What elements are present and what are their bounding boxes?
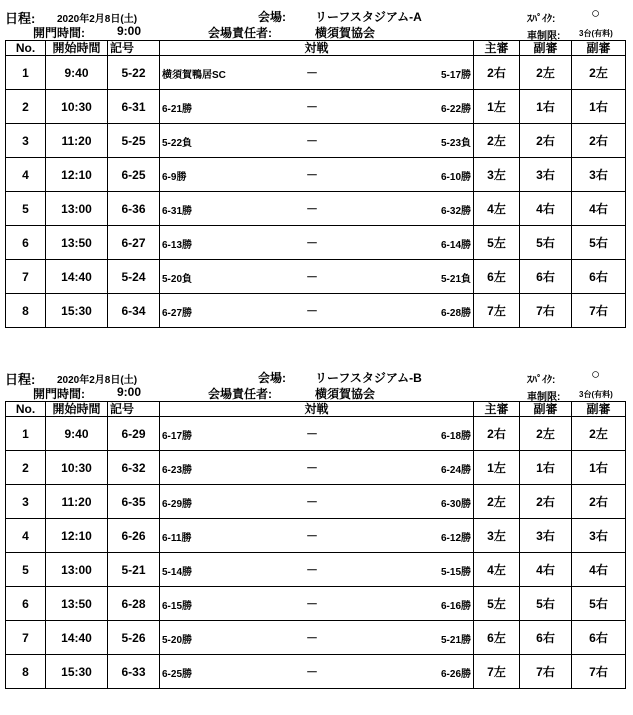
home-team: 5-22負 — [162, 138, 193, 149]
start-time: 11:20 — [46, 485, 108, 519]
table-row — [6, 621, 626, 655]
schedule-table — [5, 401, 626, 689]
main-referee: 1左 — [474, 451, 520, 485]
main-referee: 5左 — [474, 226, 520, 260]
column-header-asst-ref-2: 副審 — [572, 41, 626, 56]
table-row — [6, 90, 626, 124]
assistant-referee-2: 5右 — [572, 226, 626, 260]
match-number: 2 — [6, 451, 46, 485]
away-team: 6-16勝 — [440, 601, 471, 612]
match-cell — [160, 124, 474, 158]
main-referee: 3左 — [474, 158, 520, 192]
match-cell — [160, 90, 474, 124]
match-code: 6-34 — [108, 294, 160, 328]
assistant-referee-1: 6右 — [520, 260, 572, 294]
assistant-referee-2: 1右 — [572, 90, 626, 124]
assistant-referee-1: 2左 — [520, 417, 572, 451]
table-row — [6, 553, 626, 587]
car-limit-label: 車制限: — [527, 31, 561, 42]
versus-dash: － — [306, 529, 319, 543]
start-time: 10:30 — [46, 451, 108, 485]
assistant-referee-2: 7右 — [572, 655, 626, 689]
open-time-label: 開門時間: — [33, 26, 85, 40]
away-team: 5-17勝 — [440, 70, 471, 81]
manager-value: 横須賀協会 — [315, 26, 376, 40]
match-code: 6-27 — [108, 226, 160, 260]
venue-label: 会場: — [258, 371, 286, 385]
match-code: 5-26 — [108, 621, 160, 655]
start-time: 13:50 — [46, 587, 108, 621]
assistant-referee-2: 2右 — [572, 485, 626, 519]
start-time: 11:20 — [46, 124, 108, 158]
table-row — [6, 485, 626, 519]
manager-value: 横須賀協会 — [315, 387, 376, 401]
match-cell — [160, 158, 474, 192]
main-referee: 6左 — [474, 260, 520, 294]
assistant-referee-2: 3右 — [572, 158, 626, 192]
start-time: 13:50 — [46, 226, 108, 260]
open-time-value: 9:00 — [117, 385, 142, 399]
start-time: 12:10 — [46, 158, 108, 192]
day-label: 日程: — [5, 372, 36, 387]
home-team: 6-23勝 — [162, 465, 193, 476]
date-value: 2020年2月8日(土) — [57, 375, 138, 386]
car-limit-value: 3台(有料) — [579, 390, 613, 399]
open-time-label: 開門時間: — [33, 387, 85, 401]
main-referee: 4左 — [474, 192, 520, 226]
column-header-no: No. — [6, 41, 46, 56]
spike-label: ｽﾊﾟｲｸ: — [527, 375, 556, 386]
away-team: 5-23負 — [440, 138, 471, 149]
away-team: 5-21勝 — [440, 635, 471, 646]
match-cell — [160, 226, 474, 260]
versus-dash: － — [306, 100, 319, 114]
spike-value: ○ — [591, 5, 601, 22]
match-code: 6-35 — [108, 485, 160, 519]
match-number: 3 — [6, 485, 46, 519]
away-team: 5-15勝 — [440, 567, 471, 578]
away-team: 5-21負 — [440, 274, 471, 285]
manager-label: 会場責任者: — [208, 26, 272, 40]
car-limit-value: 3台(有料) — [579, 29, 613, 38]
home-team: 6-21勝 — [162, 104, 193, 115]
column-header-main-ref: 主審 — [474, 41, 520, 56]
match-number: 4 — [6, 158, 46, 192]
match-code: 6-29 — [108, 417, 160, 451]
main-referee: 2右 — [474, 56, 520, 90]
match-code: 5-22 — [108, 56, 160, 90]
match-code: 6-31 — [108, 90, 160, 124]
assistant-referee-2: 3右 — [572, 519, 626, 553]
match-number: 8 — [6, 294, 46, 328]
match-number: 7 — [6, 621, 46, 655]
start-time: 10:30 — [46, 90, 108, 124]
assistant-referee-1: 3右 — [520, 519, 572, 553]
match-code: 6-28 — [108, 587, 160, 621]
versus-dash: － — [306, 66, 319, 80]
match-code: 5-21 — [108, 553, 160, 587]
match-number: 4 — [6, 519, 46, 553]
match-cell — [160, 417, 474, 451]
assistant-referee-1: 2右 — [520, 124, 572, 158]
table-row — [6, 260, 626, 294]
away-team: 6-14勝 — [440, 240, 471, 251]
assistant-referee-2: 7右 — [572, 294, 626, 328]
table-row — [6, 124, 626, 158]
assistant-referee-1: 7右 — [520, 294, 572, 328]
match-number: 1 — [6, 56, 46, 90]
versus-dash: － — [306, 495, 319, 509]
start-time: 12:10 — [46, 519, 108, 553]
versus-dash: － — [306, 427, 319, 441]
assistant-referee-1: 4右 — [520, 192, 572, 226]
home-team: 6-11勝 — [162, 533, 192, 544]
away-team: 6-28勝 — [440, 308, 471, 319]
start-time: 9:40 — [46, 417, 108, 451]
away-team: 6-22勝 — [440, 104, 471, 115]
assistant-referee-2: 6右 — [572, 260, 626, 294]
table-row — [6, 192, 626, 226]
column-header-asst-ref-1: 副審 — [520, 41, 572, 56]
versus-dash: － — [306, 461, 319, 475]
assistant-referee-1: 2右 — [520, 485, 572, 519]
match-number: 6 — [6, 226, 46, 260]
match-code: 6-32 — [108, 451, 160, 485]
home-team: 6-17勝 — [162, 431, 193, 442]
main-referee: 7左 — [474, 655, 520, 689]
match-cell — [160, 587, 474, 621]
away-team: 6-30勝 — [440, 499, 471, 510]
spike-value: ○ — [591, 366, 601, 383]
table-row — [6, 451, 626, 485]
versus-dash: － — [306, 236, 319, 250]
main-referee: 2左 — [474, 485, 520, 519]
start-time: 14:40 — [46, 621, 108, 655]
spike-label: ｽﾊﾟｲｸ: — [527, 14, 556, 25]
versus-dash: － — [306, 563, 319, 577]
match-cell — [160, 451, 474, 485]
table-row — [6, 417, 626, 451]
assistant-referee-2: 2右 — [572, 124, 626, 158]
away-team: 6-12勝 — [440, 533, 471, 544]
match-code: 6-26 — [108, 519, 160, 553]
assistant-referee-1: 5右 — [520, 226, 572, 260]
match-cell — [160, 621, 474, 655]
assistant-referee-1: 7右 — [520, 655, 572, 689]
manager-label: 会場責任者: — [208, 387, 272, 401]
assistant-referee-1: 3右 — [520, 158, 572, 192]
assistant-referee-1: 2左 — [520, 56, 572, 90]
column-header-start: 開始時間 — [46, 402, 108, 417]
home-team: 5-20勝 — [162, 635, 193, 646]
assistant-referee-1: 1右 — [520, 451, 572, 485]
match-cell — [160, 260, 474, 294]
open-time-value: 9:00 — [117, 24, 142, 38]
home-team: 横須賀鴨居SC — [162, 70, 226, 81]
home-team: 6-13勝 — [162, 240, 193, 251]
column-header-code: 記号 — [108, 41, 160, 56]
start-time: 14:40 — [46, 260, 108, 294]
assistant-referee-2: 2左 — [572, 56, 626, 90]
assistant-referee-2: 6右 — [572, 621, 626, 655]
match-cell — [160, 294, 474, 328]
section-header — [5, 361, 625, 401]
versus-dash: － — [306, 168, 319, 182]
home-team: 6-15勝 — [162, 601, 193, 612]
home-team: 6-9勝 — [162, 172, 187, 183]
main-referee: 3左 — [474, 519, 520, 553]
match-cell — [160, 192, 474, 226]
assistant-referee-2: 4右 — [572, 192, 626, 226]
main-referee: 1左 — [474, 90, 520, 124]
column-header-start: 開始時間 — [46, 41, 108, 56]
column-header-no: No. — [6, 402, 46, 417]
car-limit-label: 車制限: — [527, 392, 561, 403]
table-row — [6, 655, 626, 689]
assistant-referee-2: 2左 — [572, 417, 626, 451]
table-row — [6, 226, 626, 260]
away-team: 6-32勝 — [440, 206, 471, 217]
versus-dash: － — [306, 202, 319, 216]
start-time: 13:00 — [46, 553, 108, 587]
table-row — [6, 294, 626, 328]
table-header-row — [6, 402, 626, 417]
match-number: 1 — [6, 417, 46, 451]
table-row — [6, 519, 626, 553]
venue-label: 会場: — [258, 10, 286, 24]
match-cell — [160, 56, 474, 90]
versus-dash: － — [306, 270, 319, 284]
home-team: 5-20負 — [162, 274, 193, 285]
match-code: 6-25 — [108, 158, 160, 192]
versus-dash: － — [306, 134, 319, 148]
home-team: 6-31勝 — [162, 206, 193, 217]
day-label: 日程: — [5, 11, 36, 26]
match-code: 6-33 — [108, 655, 160, 689]
match-number: 2 — [6, 90, 46, 124]
venue-value: リーフスタジアム-A — [315, 10, 422, 24]
assistant-referee-1: 5右 — [520, 587, 572, 621]
column-header-asst-ref-2: 副審 — [572, 402, 626, 417]
versus-dash: － — [306, 597, 319, 611]
table-row — [6, 158, 626, 192]
assistant-referee-2: 4右 — [572, 553, 626, 587]
column-header-match: 対戦 — [160, 402, 474, 417]
versus-dash: － — [306, 304, 319, 318]
match-number: 5 — [6, 192, 46, 226]
main-referee: 7左 — [474, 294, 520, 328]
away-team: 6-18勝 — [440, 431, 471, 442]
section-header — [5, 0, 625, 40]
schedule-table — [5, 40, 626, 328]
home-team: 6-29勝 — [162, 499, 193, 510]
assistant-referee-1: 6右 — [520, 621, 572, 655]
match-number: 8 — [6, 655, 46, 689]
main-referee: 2右 — [474, 417, 520, 451]
column-header-asst-ref-1: 副審 — [520, 402, 572, 417]
away-team: 6-10勝 — [440, 172, 471, 183]
main-referee: 5左 — [474, 587, 520, 621]
match-number: 3 — [6, 124, 46, 158]
column-header-main-ref: 主審 — [474, 402, 520, 417]
match-cell — [160, 485, 474, 519]
assistant-referee-1: 1右 — [520, 90, 572, 124]
match-number: 7 — [6, 260, 46, 294]
schedule-section-1 — [5, 0, 625, 328]
main-referee: 6左 — [474, 621, 520, 655]
column-header-match: 対戦 — [160, 41, 474, 56]
start-time: 13:00 — [46, 192, 108, 226]
assistant-referee-1: 4右 — [520, 553, 572, 587]
schedule-section-2 — [5, 361, 625, 689]
home-team: 5-14勝 — [162, 567, 193, 578]
start-time: 15:30 — [46, 294, 108, 328]
start-time: 15:30 — [46, 655, 108, 689]
match-code: 5-24 — [108, 260, 160, 294]
date-value: 2020年2月8日(土) — [57, 14, 138, 25]
assistant-referee-2: 5右 — [572, 587, 626, 621]
versus-dash: － — [306, 631, 319, 645]
away-team: 6-24勝 — [440, 465, 471, 476]
table-row — [6, 56, 626, 90]
home-team: 6-27勝 — [162, 308, 193, 319]
versus-dash: － — [306, 665, 319, 679]
table-row — [6, 587, 626, 621]
home-team: 6-25勝 — [162, 669, 193, 680]
table-header-row — [6, 41, 626, 56]
match-code: 5-25 — [108, 124, 160, 158]
column-header-code: 記号 — [108, 402, 160, 417]
main-referee: 4左 — [474, 553, 520, 587]
match-code: 6-36 — [108, 192, 160, 226]
venue-value: リーフスタジアム-B — [315, 371, 422, 385]
match-cell — [160, 553, 474, 587]
assistant-referee-2: 1右 — [572, 451, 626, 485]
match-cell — [160, 519, 474, 553]
match-cell — [160, 655, 474, 689]
start-time: 9:40 — [46, 56, 108, 90]
away-team: 6-26勝 — [440, 669, 471, 680]
match-number: 5 — [6, 553, 46, 587]
main-referee: 2左 — [474, 124, 520, 158]
match-number: 6 — [6, 587, 46, 621]
